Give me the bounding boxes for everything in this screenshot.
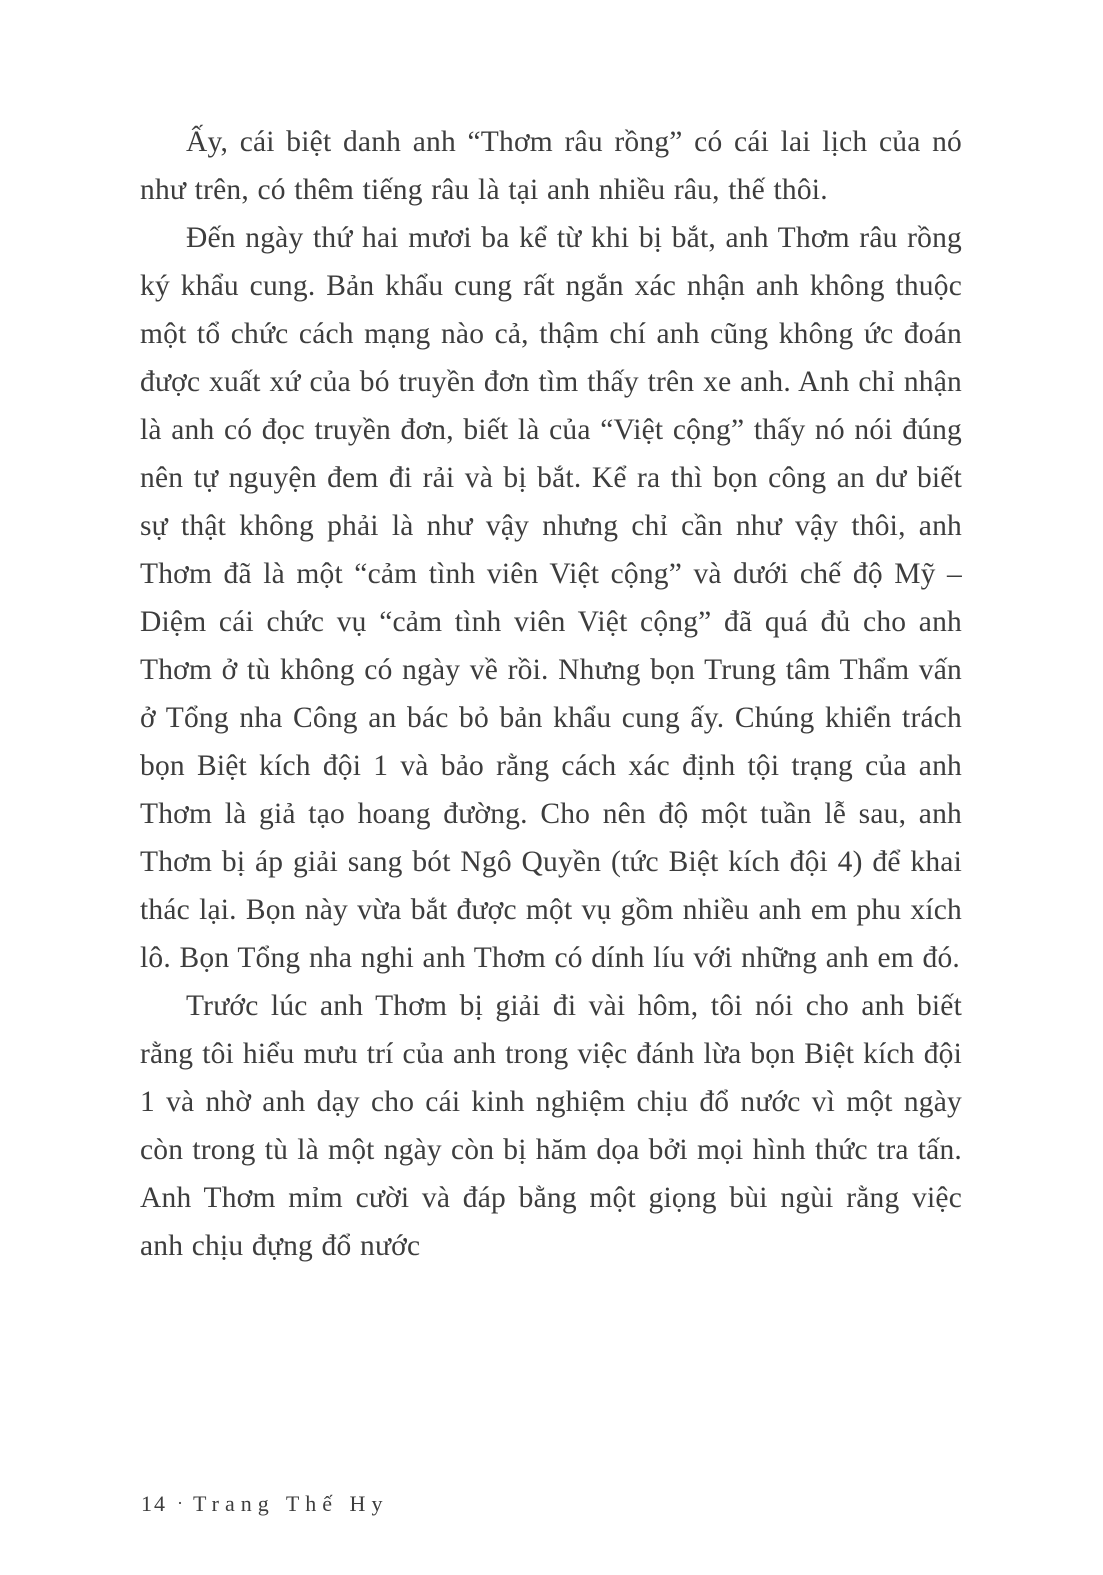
page-number: 14 xyxy=(141,1491,167,1516)
body-text xyxy=(140,118,962,1270)
footer-separator-dot: · xyxy=(177,1493,183,1513)
paragraph-2: Đến ngày thứ hai mươi ba kể từ khi bị bắt, anh Thơm râu rồng ký khẩu cung. Bản khẩu cung rất ngắn xác nhận anh không thuộc một tổ chức cách mạng nào cả, thậm chí anh cũng không ức đoán được xuất xứ của bó truyền đơn tìm thấy trên xe anh. Anh chỉ nhận là anh có đọc truyền đơn, biết là của “Việt cộng” thấy nó nói đúng nên tự nguyện đem đi rải và bị bắt. Kể ra thì bọn công an dư biết sự thật không phải là như vậy nhưng chỉ cần như vậy thôi, anh Thơm đã là một “cảm tình viên Việt cộng” và dưới chế độ Mỹ – Diệm cái chức vụ “cảm tình viên Việt cộng” đã quá đủ cho anh Thơm ở tù không có ngày về rồi. Nhưng bọn Trung tâm Thẩm vấn ở Tổng nha Công an bác bỏ bản khẩu cung ấy. Chúng khiển trách bọn Biệt kích đội 1 và bảo rằng cách xác định tội trạng của anh Thơm là giả tạo hoang đường. Cho nên độ một tuần lễ sau, anh Thơm bị áp giải sang bót Ngô Quyền (tức Biệt kích đội 4) để khai thác lại. Bọn này vừa bắt được một vụ gồm nhiều anh em phu xích lô. Bọn Tổng nha nghi anh Thơm có dính líu với những anh em đó. xyxy=(140,222,962,974)
author-name: Trang Thế Hy xyxy=(193,1491,389,1516)
paragraph-1: Ấy, cái biệt danh anh “Thơm râu rồng” có cái lai lịch của nó như trên, có thêm tiếng râu là tại anh nhiều râu, thế thôi. xyxy=(140,126,962,206)
page-footer xyxy=(141,1491,388,1517)
paragraph-3: Trước lúc anh Thơm bị giải đi vài hôm, tôi nói cho anh biết rằng tôi hiểu mưu trí của anh trong việc đánh lừa bọn Biệt kích đội 1 và nhờ anh dạy cho cái kinh nghiệm chịu đổ nước vì một ngày còn trong tù là một ngày còn bị hăm dọa bởi mọi hình thức tra tấn. Anh Thơm mỉm cười và đáp bằng một giọng bùi ngùi rằng việc anh chịu đựng đổ nước xyxy=(140,990,962,1262)
